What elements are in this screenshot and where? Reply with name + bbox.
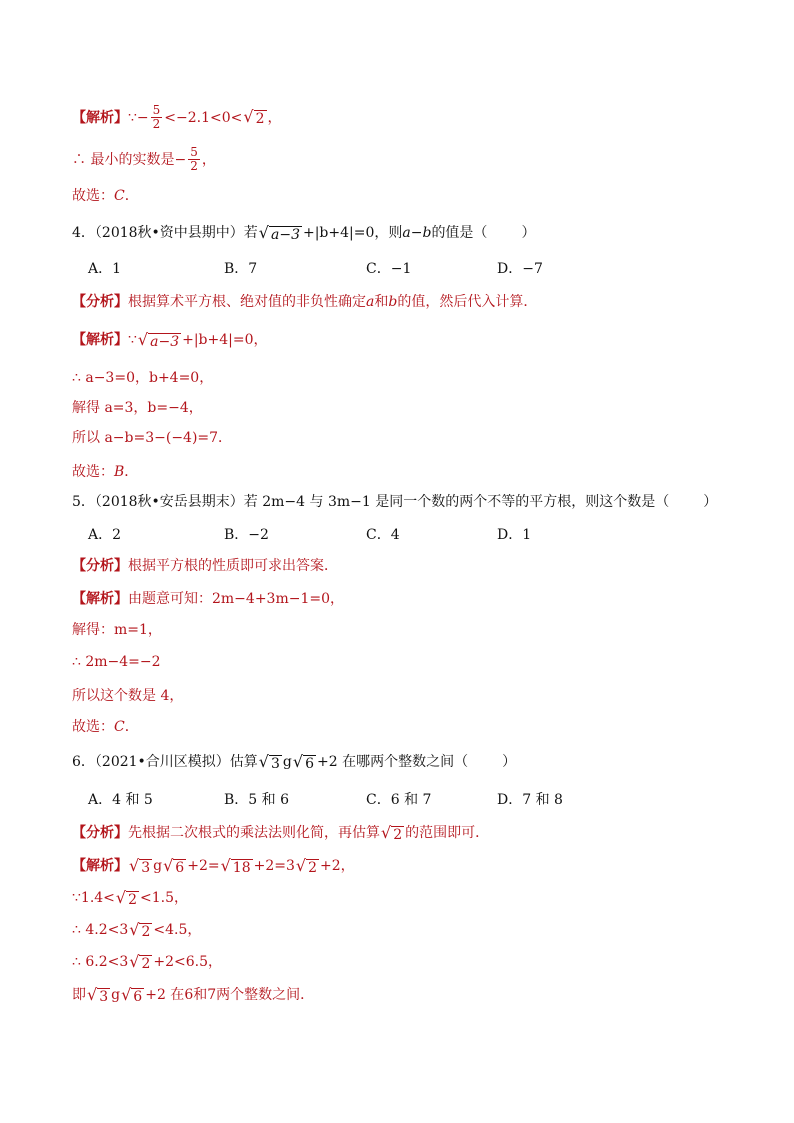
q6-conclusion <box>72 985 754 1005</box>
because-symbol: ∵ <box>128 332 137 348</box>
question-5 <box>72 492 754 512</box>
punctuation: ． <box>124 464 139 480</box>
variable-a: a <box>366 294 375 310</box>
solution-tag: 【解析】 <box>72 332 128 348</box>
solution-text: 1.4< <box>80 890 115 906</box>
q6-option-a[interactable]: A．4 和 5 <box>88 792 153 808</box>
fraction-denominator: 2 <box>190 159 198 173</box>
analysis-tag: 【解析】 <box>72 109 128 126</box>
radicand: 6 <box>133 988 143 1005</box>
q5-option-c[interactable]: C．4 <box>366 527 400 543</box>
conclusion-text: ∴ 最小的实数是 <box>72 151 175 168</box>
q5-option-a[interactable]: A．2 <box>88 527 122 543</box>
q4-solution-2: ∴ a−3=0，b+4=0， <box>72 370 214 386</box>
answer-label: 故选： <box>72 719 114 735</box>
radicand: 2 <box>141 923 151 940</box>
question-6-head: 6．（2021•合川区模拟）估算 <box>72 754 258 770</box>
multiply-glyph: g <box>111 987 121 1003</box>
because-symbol: ∵ <box>128 109 137 126</box>
q4-option-d[interactable]: D．−7 <box>497 261 543 277</box>
solution-text: <1.5， <box>140 890 189 906</box>
inequality-text: <−2.1<0< <box>164 109 243 126</box>
solution-text: 两个整数之间． <box>216 987 315 1003</box>
radicand: 2 <box>393 826 403 843</box>
solution-text: ∴ 4.2<3 <box>72 922 129 938</box>
analysis-text: 的范围即可． <box>405 825 490 841</box>
q6-solution-2 <box>72 888 754 908</box>
answer-value: C <box>114 719 125 735</box>
q6-solution-3 <box>72 920 754 940</box>
analysis-tag: 【分析】 <box>72 558 128 574</box>
answer-value: B <box>114 464 125 480</box>
question-4-tail: 的值是（ <box>431 225 488 241</box>
q6-option-c[interactable]: C．6 和 7 <box>366 792 432 808</box>
radicand: 6 <box>175 859 185 876</box>
close-paren: ） <box>502 754 517 770</box>
analysis-text: 的值，然后代入计算． <box>397 294 538 310</box>
punctuation: ， <box>267 109 282 126</box>
question-4-expression: a−b <box>402 225 432 241</box>
answer-value: C <box>114 188 125 204</box>
sqrt-expression: √ 2 <box>115 887 138 908</box>
sqrt-expression: √ 6 <box>292 751 315 772</box>
sqrt-expression: √ 18 <box>220 855 251 876</box>
q5-solution-2: 解得：m=1， <box>72 622 162 638</box>
analysis-tag: 【分析】 <box>72 294 128 310</box>
solution-text: 和 <box>193 987 208 1003</box>
radicand: a−3 <box>271 226 300 243</box>
multiply-glyph: g <box>153 858 163 874</box>
radicand: 3 <box>99 988 109 1005</box>
solution-text: ∴ 6.2<3 <box>72 954 129 970</box>
solution-text: +2 在 <box>145 987 185 1003</box>
answer-line-q5 <box>72 717 754 737</box>
minus-sign: − <box>174 151 187 168</box>
question-6 <box>72 752 754 772</box>
solution-text: +2= <box>187 858 220 874</box>
analysis-tag: 【分析】 <box>72 825 128 841</box>
sqrt-expression: √ 6 <box>121 984 143 1005</box>
answer-line-q4 <box>72 462 754 482</box>
analysis-line-2 <box>72 146 754 173</box>
sqrt-expression: √ 2 <box>243 107 265 127</box>
number-7: 7 <box>207 987 217 1003</box>
radicand: 2 <box>308 859 318 876</box>
sqrt-expression: √ 2 <box>129 951 151 972</box>
question-4-head: 4．（2018秋•资中县期中）若 <box>72 225 258 241</box>
solution-text: 由题意可知：2m−4+3m−1=0， <box>128 591 345 607</box>
sqrt-expression: √ a−3 <box>137 329 180 350</box>
sqrt-expression: √ 2 <box>129 919 151 940</box>
q5-solution-4: 所以这个数是 4， <box>72 688 184 704</box>
solution-text: +2， <box>320 858 355 874</box>
answer-label: 故选： <box>72 464 114 480</box>
analysis-line-1 <box>72 104 754 131</box>
punctuation: ， <box>201 151 216 168</box>
q5-option-b[interactable]: B．−2 <box>224 527 269 543</box>
radicand: 6 <box>305 755 315 772</box>
radicand: a−3 <box>150 333 180 350</box>
multiply-glyph: g <box>282 754 292 770</box>
q6-option-d[interactable]: D．7 和 8 <box>497 792 563 808</box>
sqrt-expression: √ 3 <box>87 984 109 1005</box>
radicand: 2 <box>128 891 138 908</box>
q6-solution-4 <box>72 952 754 972</box>
solution-text: 即 <box>72 987 86 1003</box>
question-5-text: 5．（2018秋•安岳县期末）若 2m−4 与 3m−1 是同一个数的两个不等的平方根，则这个数是（ <box>72 494 670 510</box>
solution-text: +2<6.5， <box>153 954 223 970</box>
fraction-numerator: 5 <box>190 145 198 159</box>
question-4-mid: +|b+4|=0，则 <box>302 225 403 241</box>
solution-tag: 【解析】 <box>72 591 128 607</box>
variable-b: b <box>388 294 398 310</box>
radicand: 18 <box>232 859 251 876</box>
q5-solution-3: ∴ 2m−4=−2 <box>72 654 161 670</box>
sqrt-expression: √ 3 <box>258 751 280 772</box>
sqrt-expression: √ 2 <box>295 855 318 876</box>
punctuation: ． <box>124 719 139 735</box>
q4-solution-3: 解得 a=3，b=−4， <box>72 400 203 416</box>
q4-analysis <box>72 292 754 312</box>
q5-analysis <box>72 556 754 576</box>
fraction-five-halves <box>151 104 163 131</box>
punctuation: ． <box>124 188 139 204</box>
number-6: 6 <box>184 987 194 1003</box>
radicand: 3 <box>271 755 280 772</box>
q6-solution-1 <box>72 856 754 876</box>
solution-text: +2=3 <box>253 858 295 874</box>
solution-tag: 【解析】 <box>72 858 128 874</box>
radicand: 2 <box>255 111 265 127</box>
q6-option-b[interactable]: B．5 和 6 <box>224 792 290 808</box>
question-4 <box>72 223 754 243</box>
solution-text: <4.5， <box>153 922 202 938</box>
close-paren: ） <box>703 494 718 510</box>
close-paren: ） <box>521 225 536 241</box>
q5-solution-1 <box>72 589 754 609</box>
minus-sign: − <box>136 109 149 126</box>
analysis-text: 和 <box>374 294 389 310</box>
q6-analysis <box>72 823 754 843</box>
analysis-text: 根据平方根的性质即可求出答案． <box>128 558 338 574</box>
fraction-numerator: 5 <box>152 103 161 117</box>
fraction-denominator: 2 <box>152 117 161 131</box>
analysis-text: 根据算术平方根、绝对值的非负性确定 <box>128 294 366 310</box>
solution-text: +|b+4|=0， <box>182 332 268 348</box>
radicand: 3 <box>141 859 151 876</box>
q4-option-a[interactable]: A．1 <box>88 261 122 277</box>
sqrt-expression: √ 3 <box>129 855 151 876</box>
sqrt-expression: √ 6 <box>163 855 185 876</box>
q4-option-c[interactable]: C．−1 <box>366 261 412 277</box>
q4-solution-4: 所以 a−b=3−(−4)=7． <box>72 430 233 446</box>
sqrt-expression: √ 2 <box>381 822 403 843</box>
q4-solution-1 <box>72 330 754 350</box>
q4-option-b[interactable]: B．7 <box>224 261 258 277</box>
because-symbol: ∵ <box>72 890 81 906</box>
fraction-five-halves <box>188 146 200 173</box>
analysis-text: 先根据二次根式的乘法法则化简，再估算 <box>128 825 380 841</box>
question-6-mid: +2 在哪两个整数之间（ <box>317 754 469 770</box>
radicand: 2 <box>141 955 151 972</box>
answer-label: 故选： <box>72 188 114 204</box>
sqrt-expression: √ a−3 <box>258 222 300 243</box>
answer-line-q3 <box>72 186 754 206</box>
q5-option-d[interactable]: D．1 <box>497 527 532 543</box>
